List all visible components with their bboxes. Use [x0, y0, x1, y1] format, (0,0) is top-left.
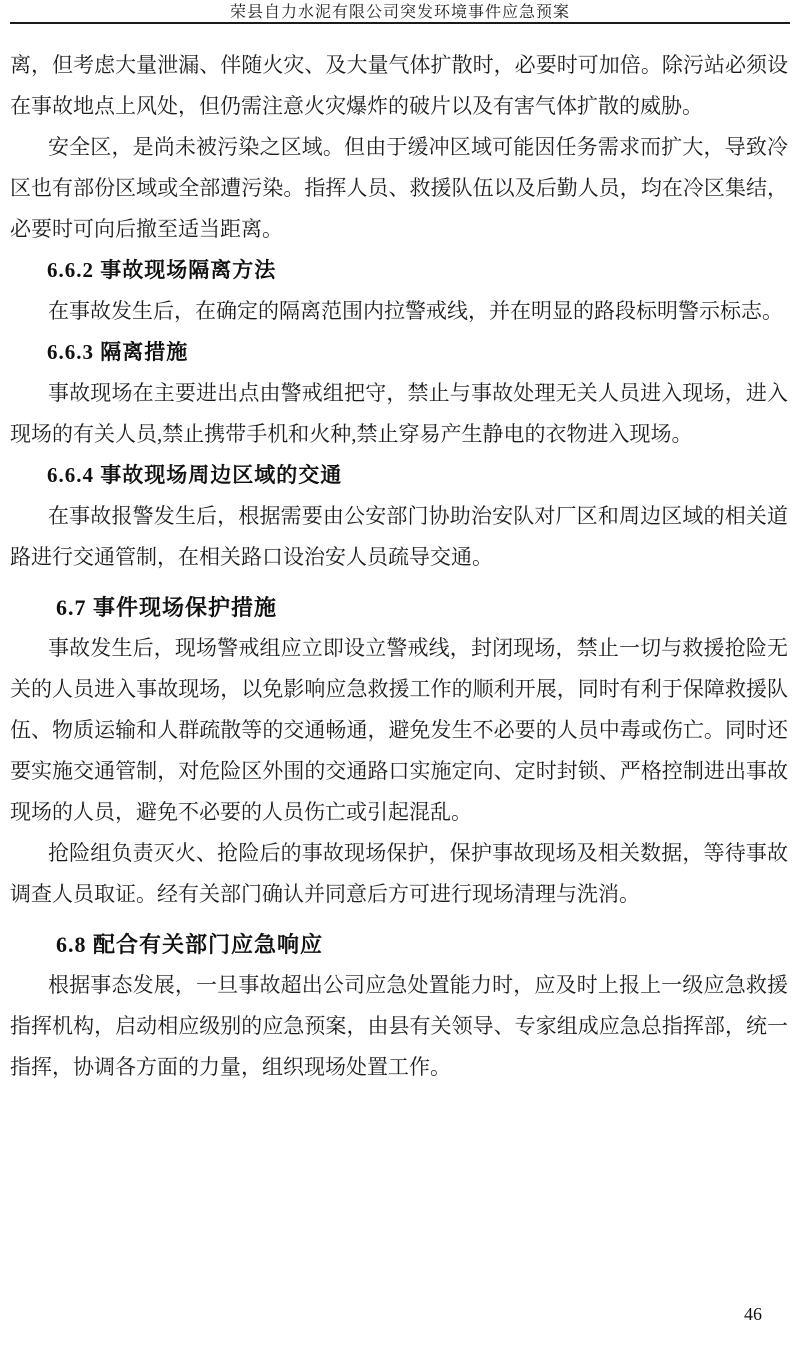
paragraph: 事故发生后，现场警戒组应立即设立警戒线，封闭现场，禁止一切与救援抢险无关的人员进入事故现场，以免影响应急救援工作的顺利开展，同时有利于保障救援队伍、物质运输和人群疏散等的交通畅通，避免发生不必要的人员中毒或伤亡。同时还要实施交通管制，对危险区外围的交通路口实施定向、定时封锁、严格控制进出事故现场的人员，避免不必要的人员伤亡或引起混乱。 [10, 636, 788, 824]
section-heading: 6.6.2 事故现场隔离方法 [47, 258, 277, 282]
page-number: 46 [744, 1304, 762, 1324]
document-body [10, 45, 788, 1088]
paragraph: 抢险组负责灭火、抢险后的事故现场保护，保护事故现场及相关数据，等待事故调查人员取证。经有关部门确认并同意后方可进行现场清理与洗消。 [10, 841, 788, 906]
paragraph: 在事故报警发生后，根据需要由公安部门协助治安队对厂区和周边区域的相关道路进行交通管制，在相关路口设治安人员疏导交通。 [10, 504, 788, 569]
paragraph: 事故现场在主要进出点由警戒组把守，禁止与事故处理无关人员进入现场，进入现场的有关人员,禁止携带手机和火种,禁止穿易产生静电的衣物进入现场。 [10, 381, 788, 446]
paragraph: 安全区，是尚未被污染之区域。但由于缓冲区域可能因任务需求而扩大，导致冷区也有部份区域或全部遭污染。指挥人员、救援队伍以及后勤人员，均在冷区集结，必要时可向后撤至适当距离。 [10, 135, 788, 241]
section-heading: 6.6.3 隔离措施 [47, 340, 189, 364]
section-heading: 6.7 事件现场保护措施 [56, 595, 278, 620]
paragraph: 在事故发生后，在确定的隔离范围内拉警戒线，并在明显的路段标明警示标志。 [48, 299, 783, 323]
paragraph: 离，但考虑大量泄漏、伴随火灾、及大量气体扩散时，必要时可加倍。除污站必须设在事故地点上风处，但仍需注意火灾爆炸的破片以及有害气体扩散的威胁。 [10, 53, 788, 118]
page-header [10, 0, 790, 24]
paragraph: 根据事态发展，一旦事故超出公司应急处置能力时，应及时上报上一级应急救援指挥机构，启动相应级别的应急预案，由县有关领导、专家组成应急总指挥部，统一指挥，协调各方面的力量，组织现场处置工作。 [10, 973, 788, 1079]
section-heading: 6.8 配合有关部门应急响应 [56, 932, 324, 957]
header-title: 荣县自力水泥有限公司突发环境事件应急预案 [229, 4, 570, 21]
section-heading: 6.6.4 事故现场周边区域的交通 [47, 463, 343, 487]
